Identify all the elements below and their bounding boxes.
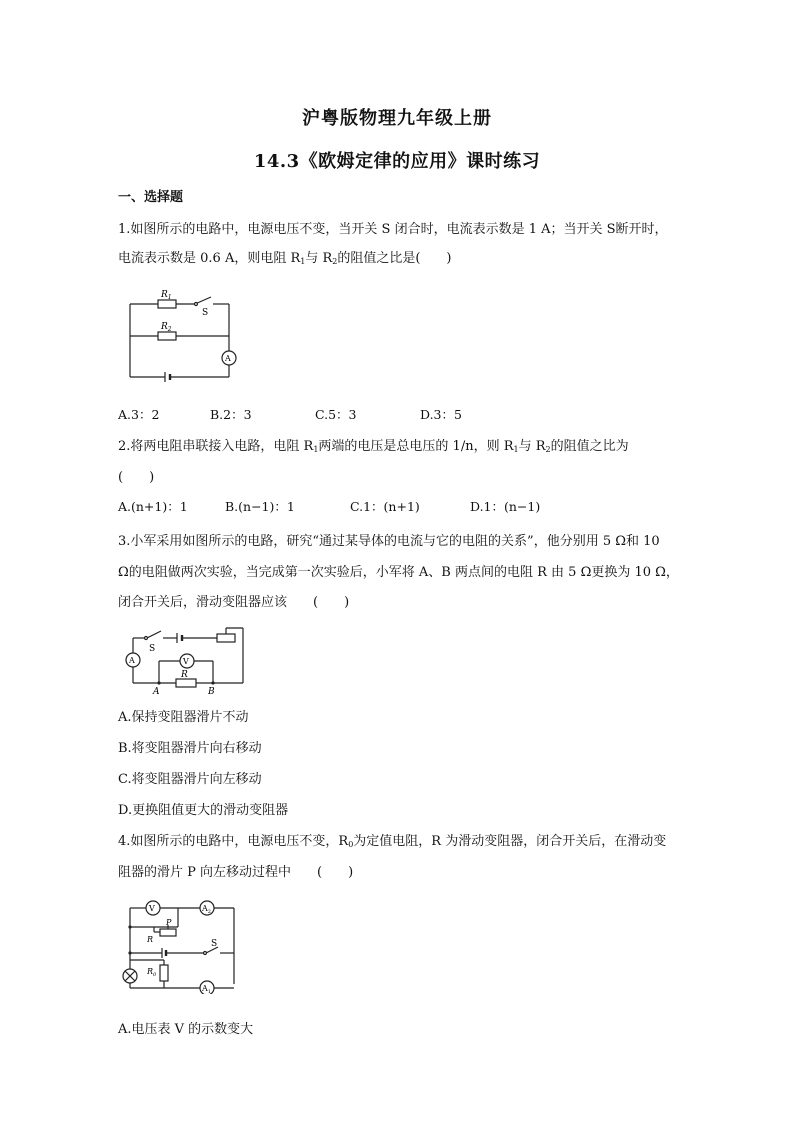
q1-option-a[interactable]: A.3：2	[118, 407, 160, 422]
q2-text-line2: ( )	[118, 470, 155, 485]
q3-text-line1: 3.小军采用如图所示的电路，研究“通过某导体的电流与它的电阻的关系”，他分别用 5 Ω和 10	[118, 534, 660, 549]
q1-label-r2: R	[161, 322, 168, 332]
q1-text-line1: 1.如图所示的电路中，电源电压不变，当开关 S 闭合时，电流表示数是 1 A；当开关 S断开时，	[118, 222, 668, 237]
q4-label-switch: S	[211, 939, 218, 949]
q4-option-a[interactable]: A.电压表 V 的示数变大	[118, 1022, 254, 1037]
ammeter-icon: A	[129, 656, 135, 665]
document-subtitle: 14.3《欧姆定律的应用》课时练习	[253, 151, 541, 172]
q3-option-d[interactable]: D.更换阻值更大的滑动变阻器	[118, 803, 289, 818]
document-title: 沪粤版物理九年级上册	[302, 108, 492, 129]
voltmeter-icon: V	[149, 904, 155, 913]
q1-circuit-diagram	[125, 284, 240, 384]
q1-option-b[interactable]: B.2：3	[210, 407, 252, 422]
ammeter-icon: A	[202, 984, 208, 993]
q3-option-a[interactable]: A.保持变阻器滑片不动	[118, 710, 249, 725]
q3-text-line3: 闭合开关后，滑动变阻器应该 ( )	[118, 595, 350, 610]
q4-label-rheostat: R	[147, 935, 154, 944]
svg-text:A2: $A_2$	[202, 904, 211, 915]
q4-label-r0: R	[147, 967, 154, 976]
ammeter-icon: A	[202, 904, 208, 913]
svg-text:R0: $R_0$	[147, 967, 157, 978]
q4-circuit-diagram	[118, 898, 240, 994]
q4-text-line1: 4.如图所示的电路中，电源电压不变，$R_0$为定值电阻，R 为滑动变阻器，闭合开关后，在滑动变	[118, 834, 667, 849]
q2-option-d[interactable]: D.1：(n−1)	[470, 499, 541, 514]
q1-label-r1: R	[161, 290, 168, 300]
section-heading: 一、选择题	[118, 190, 184, 205]
q1-option-c[interactable]: C.5：3	[315, 407, 357, 422]
svg-text:A1: $A_1$	[202, 984, 211, 994]
q3-option-c[interactable]: C.将变阻器滑片向左移动	[118, 772, 262, 787]
q3-label-resistor: R	[181, 670, 188, 680]
q3-text-line2: Ω的电阻做两次实验，当完成第一次实验后，小军将 A、B 两点间的电阻 R 由 5 Ω更换为 10 Ω，	[118, 565, 679, 580]
q4-label-slider: P	[166, 918, 172, 927]
svg-text:R2: $R_2$	[161, 322, 172, 333]
svg-text:R1: $R_1$	[161, 290, 172, 301]
q3-label-point-b: B	[208, 687, 215, 696]
q1-option-d[interactable]: D.3：5	[420, 407, 462, 422]
q1-text-line2: 电流表示数是 0.6 A，则电阻 $R_1$与 $R_2$的阻值之比是( )	[118, 251, 452, 266]
q3-option-b[interactable]: B.将变阻器滑片向右移动	[118, 741, 262, 756]
q4-text-line2: 阻器的滑片 P 向左移动过程中 ( )	[118, 865, 354, 880]
ammeter-icon: A	[225, 354, 231, 363]
q2-text-line1: 2.将两电阻串联接入电路，电阻 $R_1$两端的电压是总电压的 1/n，则 $R_1$与 $R_2$的阻值之比为	[118, 439, 629, 454]
q1-label-switch: S	[202, 308, 209, 318]
q3-circuit-diagram	[125, 618, 255, 696]
q2-option-b[interactable]: B.(n−1)：1	[225, 499, 295, 514]
q3-label-point-a: A	[153, 687, 160, 696]
voltmeter-icon: V	[183, 657, 189, 666]
q2-option-a[interactable]: A.(n+1)：1	[118, 499, 188, 514]
q3-label-switch: S	[149, 644, 156, 654]
q2-option-c[interactable]: C.1：(n+1)	[350, 499, 420, 514]
